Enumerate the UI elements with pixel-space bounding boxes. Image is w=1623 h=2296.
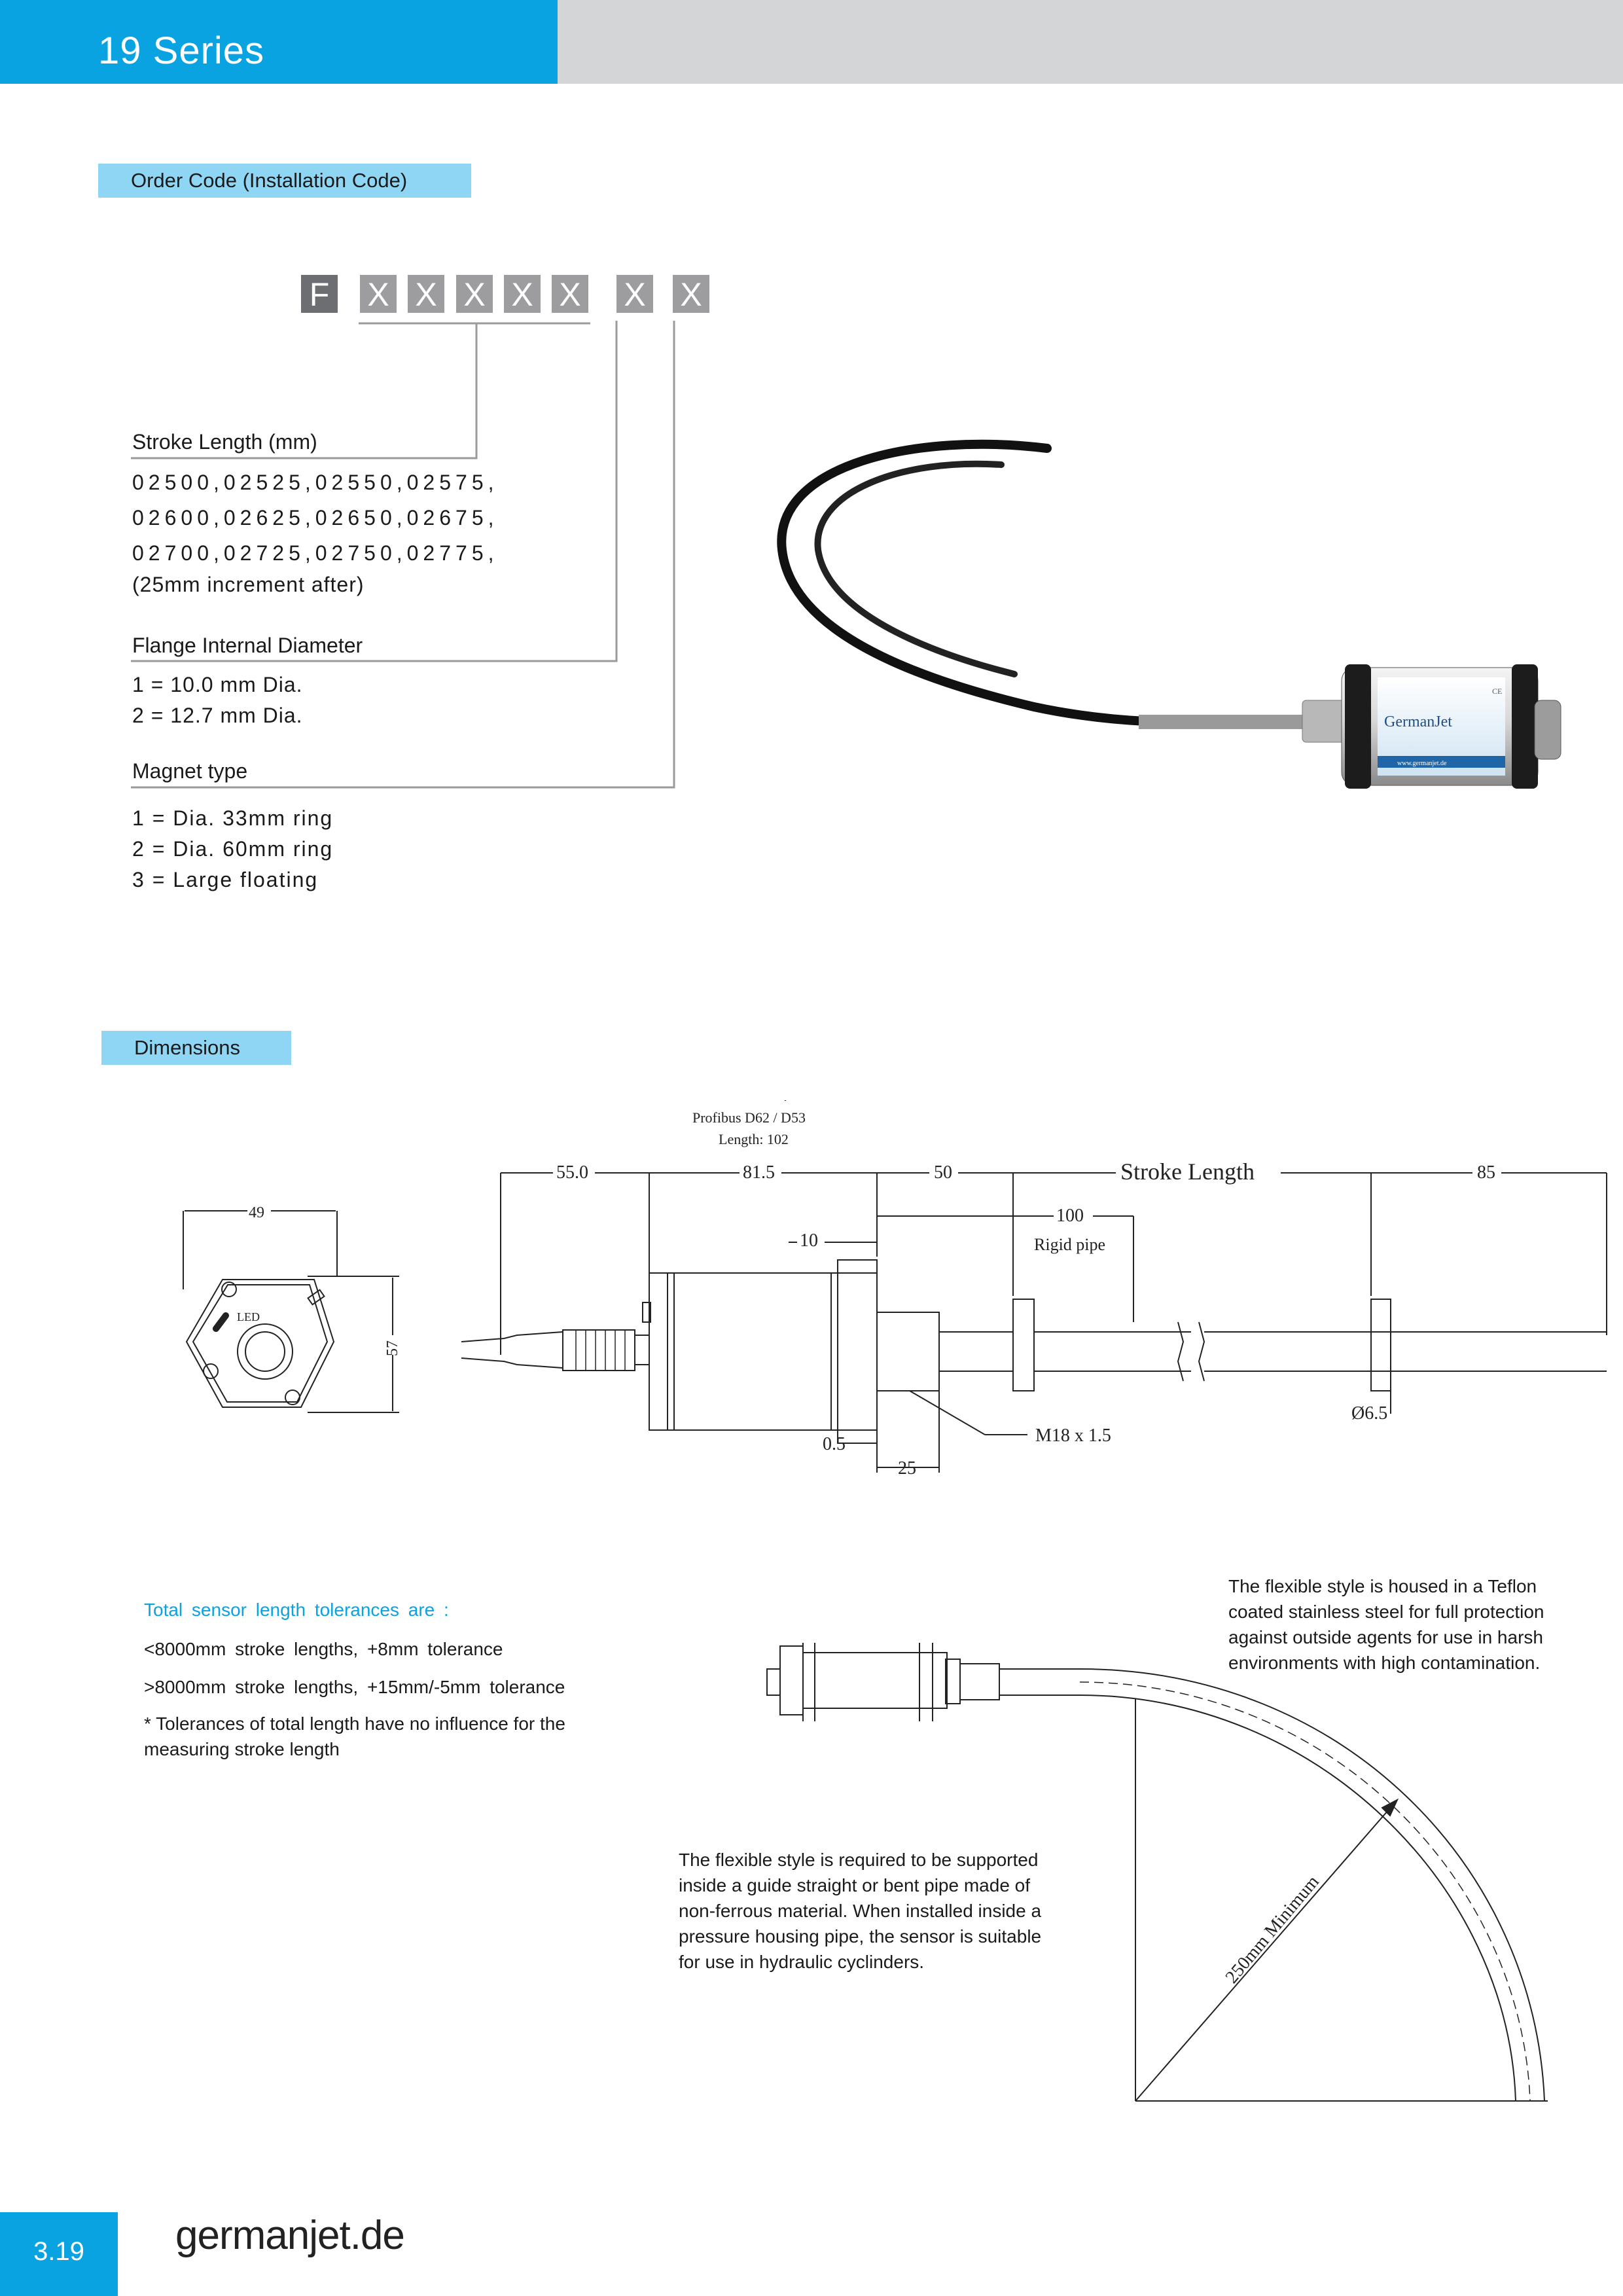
flexible-support-line: The flexible style is required to be supported	[679, 1850, 1039, 1870]
dim-50: 50	[934, 1162, 952, 1183]
website-link[interactable]: germanjet.de	[175, 2213, 404, 2258]
flexible-description-line: The flexible style is housed in a Teflon	[1228, 1576, 1537, 1596]
stroke-length-values: 02600,02625,02650,02675,	[132, 506, 499, 529]
magnet-heading: Magnet type	[132, 759, 248, 783]
dim-85: 85	[1477, 1162, 1495, 1183]
stroke-length-heading: Stroke Length (mm)	[132, 430, 317, 454]
code-box: X	[673, 275, 709, 313]
code-box: X	[552, 275, 588, 313]
tolerance-line: <8000mm stroke lengths, +8mm tolerance	[144, 1639, 503, 1659]
tolerances-heading: Total sensor length tolerances are :	[144, 1600, 449, 1620]
product-url: www.germanjet.de	[1397, 760, 1447, 767]
product-photo	[753, 419, 1616, 890]
sensor-rod	[1139, 715, 1322, 729]
flexible-support-line: for use in hydraulic cyclinders.	[679, 1952, 925, 1972]
sensor-housing	[1342, 664, 1561, 789]
front-view	[183, 1211, 399, 1412]
tolerance-note: measuring stroke length	[144, 1739, 340, 1759]
rigid-pipe-label: Rigid pipe	[1034, 1235, 1106, 1254]
ce-mark: CE	[1492, 687, 1503, 696]
code-box: X	[408, 275, 444, 313]
thread-dim: M18 x 1.5	[1035, 1426, 1111, 1446]
magnet-option: 2 = Dia. 60mm ring	[132, 837, 334, 861]
stroke-length-dim: Stroke Length	[1120, 1158, 1255, 1185]
flange-heading: Flange Internal Diameter	[132, 634, 363, 657]
flexible-support-line: non-ferrous material. When installed inside a	[679, 1901, 1042, 1921]
magnet-option: 3 = Large floating	[132, 868, 319, 891]
order-code-label: Order Code (Installation Code)	[98, 164, 471, 198]
dim-81-5: 81.5	[743, 1162, 775, 1183]
dim-25: 25	[898, 1458, 916, 1479]
flange-option: 1 = 10.0 mm Dia.	[132, 673, 303, 696]
dimensions-label: Dimensions	[101, 1031, 291, 1065]
page-number: 3.19	[33, 2237, 84, 2266]
stroke-length-values: 02500,02525,02550,02575,	[132, 471, 499, 494]
order-code-leader-lines	[0, 0, 720, 798]
series-title: 19 Series	[98, 29, 265, 72]
flexible-support-line: inside a guide straight or bent pipe made of	[679, 1875, 1031, 1895]
flexible-support-line: pressure housing pipe, the sensor is suitable	[679, 1926, 1042, 1946]
profibus-label: Profibus D62 / D53	[692, 1109, 806, 1126]
dim-55: 55.0	[556, 1162, 588, 1183]
bend-radius-label: 250mm Minimum	[1221, 1871, 1323, 1988]
stroke-length-values: 02700,02725,02750,02775,	[132, 541, 499, 565]
code-box: X	[456, 275, 493, 313]
side-view	[461, 1100, 1607, 1473]
code-box: X	[360, 275, 397, 313]
stroke-length-note: (25mm increment after)	[132, 573, 365, 596]
flexible-description-line: coated stainless steel for full protection	[1228, 1602, 1544, 1622]
magnet-option: 1 = Dia. 33mm ring	[132, 806, 334, 830]
tolerance-note: * Tolerances of total length have no influence for the	[144, 1713, 565, 1734]
sensor-cable-inner	[817, 464, 1014, 674]
dim-0-5: 0.5	[823, 1434, 846, 1454]
dim-100: 100	[1056, 1206, 1084, 1226]
brand-logo: GermanJet	[1384, 713, 1452, 730]
front-led-label: LED	[237, 1310, 260, 1323]
code-box: X	[504, 275, 541, 313]
code-box: X	[616, 275, 653, 313]
tolerance-line: >8000mm stroke lengths, +15mm/-5mm tolerance	[144, 1677, 565, 1697]
flange-option: 2 = 12.7 mm Dia.	[132, 704, 303, 727]
front-width-dim: 49	[249, 1204, 264, 1221]
profibus-length: Length: 102	[719, 1131, 789, 1147]
dimension-drawing	[0, 1100, 1623, 1492]
code-box-prefix: F	[301, 275, 338, 313]
dim-10: 10	[800, 1230, 818, 1251]
front-height-dim: 57	[384, 1340, 401, 1356]
flexible-description-line: against outside agents for use in harsh	[1228, 1627, 1543, 1647]
diameter-dim: Ø6.5	[1351, 1403, 1388, 1424]
flexible-description-line: environments with high contamination.	[1228, 1653, 1541, 1673]
